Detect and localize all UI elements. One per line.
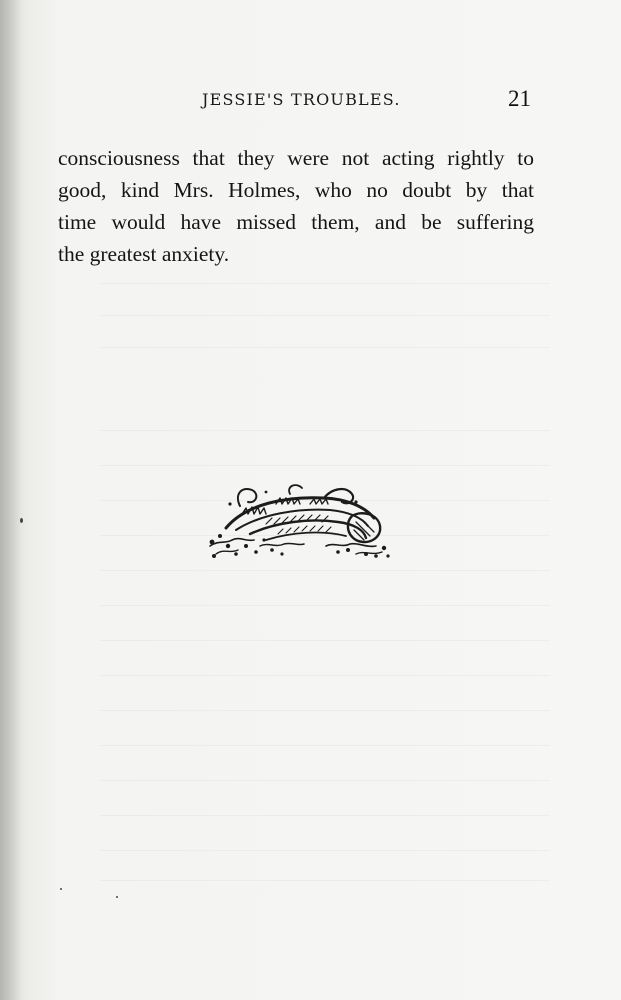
bleed-through-line bbox=[100, 430, 550, 431]
text-line: good, kind Mrs. Holmes, who no doubt by that bbox=[58, 178, 534, 202]
bleed-through-line bbox=[100, 815, 550, 816]
paper-blemish bbox=[20, 518, 23, 523]
bleed-through-line bbox=[100, 745, 550, 746]
page-number: 21 bbox=[508, 86, 531, 111]
bleed-through-line bbox=[100, 710, 550, 711]
page-gutter-shadow bbox=[0, 0, 22, 1000]
bleed-through-line bbox=[100, 315, 550, 316]
paper-blemish bbox=[60, 888, 62, 890]
bleed-through-line bbox=[100, 880, 550, 881]
bleed-through-line bbox=[100, 283, 550, 284]
running-head-title: JESSIE'S TROUBLES. bbox=[202, 90, 401, 109]
bleed-through-line bbox=[100, 675, 550, 676]
bleed-through-line bbox=[100, 640, 550, 641]
bleed-through-line bbox=[100, 465, 550, 466]
floral-tailpiece-icon bbox=[206, 484, 392, 562]
bleed-through-line bbox=[100, 850, 550, 851]
bleed-through-line bbox=[100, 780, 550, 781]
bleed-through-line bbox=[100, 347, 550, 348]
body-paragraph bbox=[58, 142, 534, 270]
text-line: time would have missed them, and be suffering bbox=[58, 210, 534, 234]
text-line: consciousness that they were not acting rightly to bbox=[58, 146, 534, 170]
bleed-through-line bbox=[100, 605, 550, 606]
paper-blemish bbox=[116, 896, 118, 898]
text-line: the greatest anxiety. bbox=[58, 242, 230, 266]
bleed-through-line bbox=[100, 570, 550, 571]
